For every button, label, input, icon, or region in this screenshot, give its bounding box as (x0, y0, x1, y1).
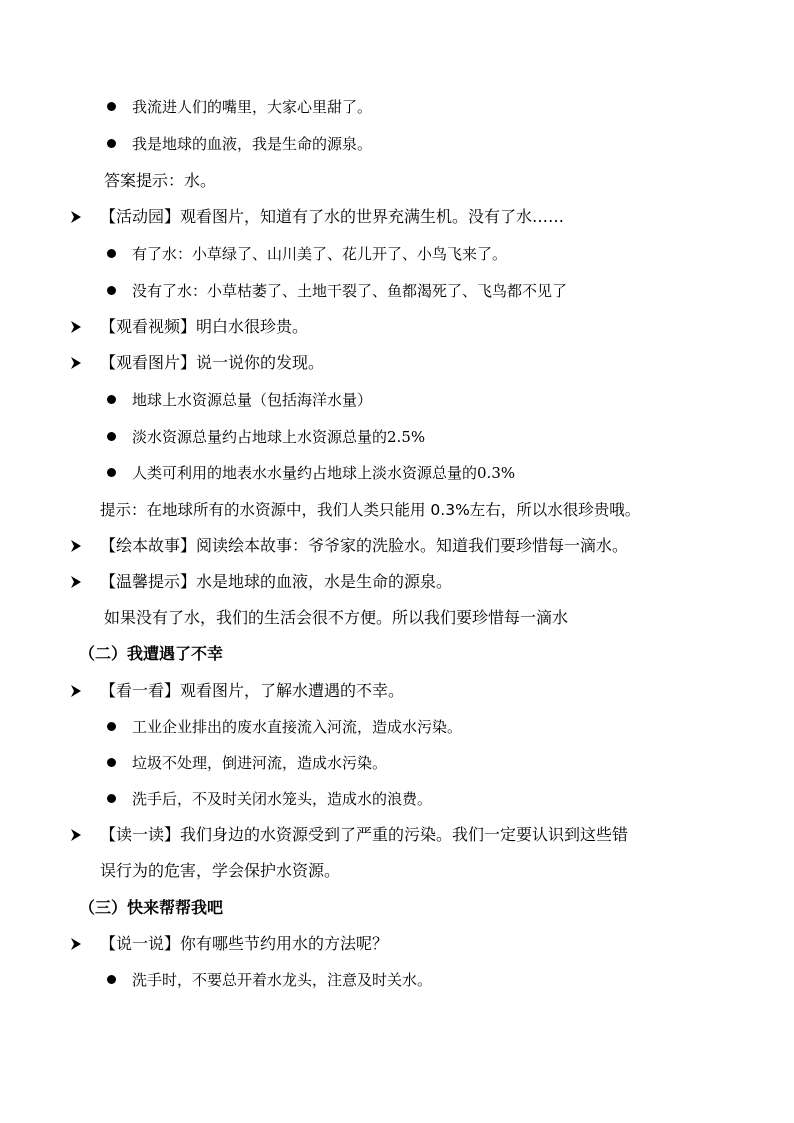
bullet-icon (107, 395, 116, 404)
arrow-bullet-icon (70, 575, 82, 589)
bullet-icon (107, 102, 116, 111)
warm-tip-continued: 如果没有了水，我们的生活会很不方便。所以我们要珍惜每一滴水 (104, 608, 569, 627)
look-line: 【看一看】观看图片，了解水遭遇的不幸。 (100, 681, 405, 700)
arrow-bullet-icon (70, 539, 82, 553)
bullet-text: 地球上水资源总量（包括海洋水量） (132, 391, 373, 409)
watch-pictures-line: 【观看图片】说一说你的发现。 (100, 353, 325, 372)
bullet-icon (107, 432, 116, 441)
arrow-bullet-icon (70, 684, 82, 698)
bullet-text: 没有了水：小草枯萎了、土地干裂了、鱼都渴死了、飞鸟都不见了 (132, 282, 568, 300)
section-heading-2: （二）我遭遇了不幸 (79, 644, 224, 663)
bullet-text: 洗手时，不要总开着水龙头，注意及时关水。 (132, 971, 433, 989)
bullet-text: 有了水：小草绿了、山川美了、花儿开了、小鸟飞来了。 (132, 245, 508, 263)
bullet-item (107, 281, 567, 301)
bullet-text: 洗手后，不及时关闭水笼头，造成水的浪费。 (132, 790, 433, 808)
bullet-icon (107, 286, 116, 295)
section-heading-3: （三）快来帮帮我吧 (79, 898, 224, 917)
bullet-text: 我是地球的血液，我是生命的源泉。 (132, 135, 373, 153)
bullet-item (107, 390, 372, 410)
bullet-item (107, 427, 425, 447)
bullet-text: 工业企业排出的废水直接流入河流，造成水污染。 (132, 718, 463, 736)
bullet-item (107, 789, 432, 809)
bullet-item (107, 970, 432, 990)
arrow-bullet-icon (70, 320, 82, 334)
bullet-item (107, 244, 507, 264)
read-continued: 误行为的危害，学会保护水资源。 (100, 861, 341, 880)
bullet-icon (107, 975, 116, 984)
picture-book-line: 【绘本故事】阅读绘本故事：爷爷家的洗脸水。知道我们要珍惜每一滴水。 (100, 536, 629, 555)
bullet-icon (107, 758, 116, 767)
bullet-icon (107, 139, 116, 148)
bullet-text: 淡水资源总量约占地球上水资源总量的2.5% (132, 428, 426, 446)
activity-park-line: 【活动园】观看图片，知道有了水的世界充满生机。没有了水…… (100, 207, 565, 226)
arrow-bullet-icon (70, 356, 82, 370)
watch-video-line: 【观看视频】明白水很珍贵。 (100, 317, 309, 336)
bullet-text: 我流进人们的嘴里，大家心里甜了。 (132, 98, 373, 116)
arrow-bullet-icon (70, 937, 82, 951)
bullet-item (107, 97, 372, 117)
warm-tip-line: 【温馨提示】水是地球的血液，水是生命的源泉。 (100, 572, 453, 591)
arrow-bullet-icon (70, 210, 82, 224)
bullet-icon (107, 468, 116, 477)
bullet-item (107, 463, 515, 483)
bullet-item (107, 717, 462, 737)
answer-hint: 答案提示：水。 (104, 171, 217, 190)
bullet-item (107, 753, 387, 773)
bullet-icon (107, 794, 116, 803)
read-line: 【读一读】我们身边的水资源受到了严重的污染。我们一定要认识到这些错 (100, 825, 629, 844)
bullet-text: 垃圾不处理，倒进河流，造成水污染。 (132, 754, 388, 772)
arrow-bullet-icon (70, 828, 82, 842)
bullet-icon (107, 722, 116, 731)
bullet-text: 人类可利用的地表水水量约占地球上淡水资源总量的0.3% (132, 464, 516, 482)
bullet-icon (107, 249, 116, 258)
tip-line: 提示：在地球所有的水资源中，我们人类只能用 0.3%左右，所以水很珍贵哦。 (100, 501, 641, 519)
say-line: 【说一说】你有哪些节约用水的方法呢？ (100, 934, 389, 953)
bullet-item (107, 134, 372, 154)
